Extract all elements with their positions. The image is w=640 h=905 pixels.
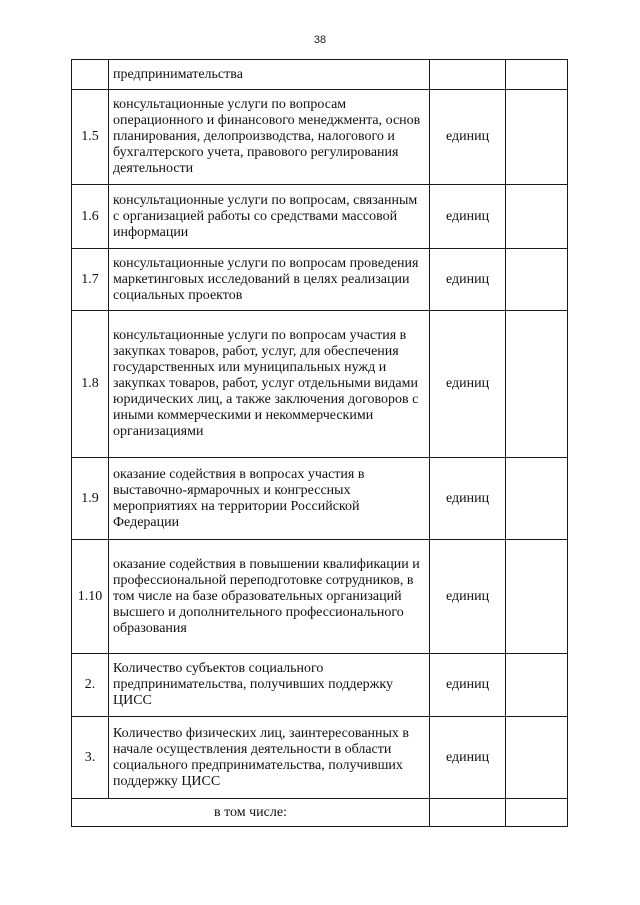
- table-row: [72, 60, 568, 90]
- row-number-cell: 1.7: [72, 249, 109, 311]
- row-number-cell: [72, 60, 109, 90]
- row-description-cell: Количество субъектов социального предпринимательства, получивших поддержку ЦИСС: [109, 654, 430, 717]
- summary-value-cell: [506, 799, 568, 827]
- row-value-cell: [506, 60, 568, 90]
- row-value-cell: [506, 458, 568, 540]
- row-description-cell: консультационные услуги по вопросам участия в закупках товаров, работ, услуг, для обеспечения государственных или муниципальных нужд и закупках товаров, работ, услуг отдельными видами юридических лиц, а также заключения договоров с иными коммерческими и некоммерческими организациями: [109, 311, 430, 458]
- row-number-cell: 3.: [72, 717, 109, 799]
- row-unit-cell: единиц: [430, 249, 506, 311]
- row-value-cell: [506, 654, 568, 717]
- row-number-cell: 1.6: [72, 185, 109, 249]
- row-value-cell: [506, 185, 568, 249]
- row-value-cell: [506, 717, 568, 799]
- row-unit-cell: единиц: [430, 90, 506, 185]
- row-description-cell: консультационные услуги по вопросам, связанным с организацией работы со средствами массовой информации: [109, 185, 430, 249]
- table-row: [72, 249, 568, 311]
- table-row: [72, 311, 568, 458]
- table-row: [72, 185, 568, 249]
- row-unit-cell: единиц: [430, 311, 506, 458]
- row-number-cell: 1.10: [72, 540, 109, 654]
- table-row: [72, 540, 568, 654]
- row-description-cell: консультационные услуги по вопросам проведения маркетинговых исследований в целях реализации социальных проектов: [109, 249, 430, 311]
- row-unit-cell: единиц: [430, 458, 506, 540]
- row-number-cell: 1.9: [72, 458, 109, 540]
- row-description-cell: консультационные услуги по вопросам операционного и финансового менеджмента, основ планирования, делопроизводства, налогового и бухгалтерского учета, правового регулирования деятельности: [109, 90, 430, 185]
- row-value-cell: [506, 540, 568, 654]
- table-row: [72, 458, 568, 540]
- page-number: 38: [313, 34, 327, 46]
- summary-unit-cell: [430, 799, 506, 827]
- row-unit-cell: единиц: [430, 540, 506, 654]
- table-row: [72, 799, 568, 827]
- row-description-cell: оказание содействия в повышении квалификации и профессиональной переподготовке сотрудников, в том числе на базе образовательных организаций высшего и дополнительного профессионального образования: [109, 540, 430, 654]
- table-row: [72, 717, 568, 799]
- row-number-cell: 2.: [72, 654, 109, 717]
- table-row: [72, 90, 568, 185]
- row-unit-cell: [430, 60, 506, 90]
- row-number-cell: 1.5: [72, 90, 109, 185]
- table-row: [72, 654, 568, 717]
- row-number-cell: 1.8: [72, 311, 109, 458]
- indicators-table: [71, 59, 568, 827]
- row-unit-cell: единиц: [430, 717, 506, 799]
- summary-label-cell: в том числе:: [72, 799, 430, 827]
- row-description-cell: оказание содействия в вопросах участия в выставочно-ярмарочных и конгрессных мероприятиях на территории Российской Федерации: [109, 458, 430, 540]
- row-unit-cell: единиц: [430, 185, 506, 249]
- row-unit-cell: единиц: [430, 654, 506, 717]
- row-value-cell: [506, 311, 568, 458]
- row-value-cell: [506, 249, 568, 311]
- row-description-cell: предпринимательства: [109, 60, 430, 90]
- row-description-cell: Количество физических лиц, заинтересованных в начале осуществления деятельности в области социального предпринимательства, получивших поддержку ЦИСС: [109, 717, 430, 799]
- row-value-cell: [506, 90, 568, 185]
